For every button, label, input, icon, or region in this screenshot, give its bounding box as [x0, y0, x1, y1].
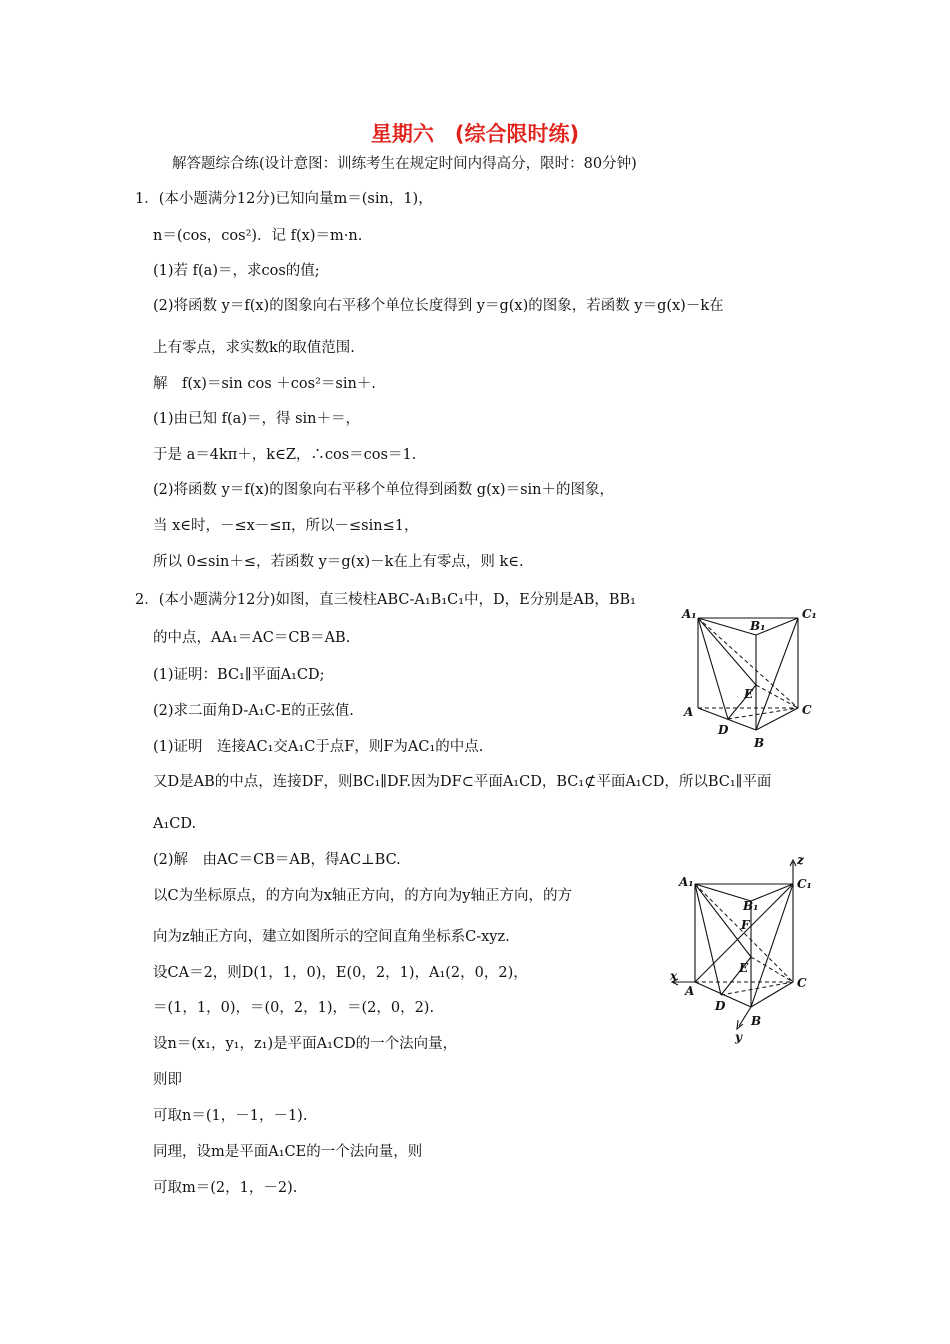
page-title: 星期六 (综合限时练)	[370, 122, 580, 146]
label-a1: A₁	[682, 607, 697, 621]
label-b1: B₁	[743, 899, 759, 913]
label-c1: C₁	[802, 607, 817, 621]
label-a: A	[685, 984, 695, 998]
prism-figure-2	[665, 852, 835, 1047]
p2-line-2: 的中点，AA₁＝AC＝CB＝AB.	[153, 630, 351, 646]
p2-line-6: 又D是AB的中点，连接DF，则BC₁∥DF.因为DF⊂平面A₁CD，BC₁⊄平面A₁CD，所以BC₁∥平面	[153, 774, 772, 790]
p2-line-17: 可取m＝(2，1，－2).	[153, 1180, 298, 1196]
p1-line-1: 1．(本小题满分12分)已知向量m＝(sin，1)，	[135, 191, 433, 207]
p1-line-3: (1)若 f(a)＝，求cos的值;	[153, 263, 320, 279]
p1-line-6: 解 f(x)＝sin cos ＋cos²＝sin＋.	[153, 376, 376, 392]
label-b: B	[751, 1014, 762, 1028]
p1-line-9: (2)将函数 y＝f(x)的图象向右平移个单位得到函数 g(x)＝sin＋的图象，	[153, 482, 614, 498]
p1-line-10: 当 x∈时，－≤x－≤π，所以－≤sin≤1，	[153, 518, 419, 534]
label-d: D	[715, 999, 726, 1013]
p2-line-14: 则即	[153, 1072, 182, 1088]
label-e: E	[739, 961, 749, 975]
p2-line-1: 2．(本小题满分12分)如图，直三棱柱ABC-A₁B₁C₁中，D，E分别是AB，BB₁	[135, 592, 636, 608]
p2-line-5: (1)证明 连接AC₁交A₁C于点F，则F为AC₁的中点.	[153, 739, 484, 755]
p2-line-16: 同理，设m是平面A₁CE的一个法向量，则	[153, 1144, 423, 1160]
label-c: C	[802, 703, 812, 717]
p1-line-8: 于是 a＝4kπ＋，k∈Z，∴cos＝cos＝1.	[153, 447, 417, 463]
p2-line-12: ＝(1，1，0)，＝(0，2，1)，＝(2，0，2).	[153, 1000, 435, 1016]
label-b: B	[754, 736, 765, 750]
p1-line-11: 所以 0≤sin＋≤，若函数 y＝g(x)－k在上有零点，则 k∈.	[153, 554, 524, 570]
prism-figure-1	[670, 590, 830, 760]
label-d: D	[718, 723, 729, 737]
p1-line-5: 上有零点，求实数k的取值范围.	[153, 340, 355, 356]
p1-line-2: n＝(cos，cos²)．记 f(x)＝m·n.	[153, 228, 363, 244]
label-a: A	[684, 705, 694, 719]
label-c1: C₁	[797, 877, 812, 891]
label-x: x	[670, 969, 678, 983]
p2-line-7: A₁CD.	[153, 816, 197, 832]
label-c: C	[797, 976, 807, 990]
label-z: z	[797, 853, 804, 867]
p2-line-10: 向为z轴正方向，建立如图所示的空间直角坐标系C-xyz.	[153, 929, 510, 945]
label-e: E	[744, 687, 754, 701]
p2-line-15: 可取n＝(1，－1，－1).	[153, 1108, 308, 1124]
p2-line-4: (2)求二面角D-A₁C-E的正弦值.	[153, 703, 354, 719]
p2-line-13: 设n＝(x₁，y₁，z₁)是平面A₁CD的一个法向量，	[153, 1036, 458, 1052]
label-a1: A₁	[679, 875, 694, 889]
label-y: y	[735, 1030, 742, 1044]
p2-line-3: (1)证明：BC₁∥平面A₁CD;	[153, 667, 325, 683]
p2-line-11: 设CA＝2，则D(1，1，0)，E(0，2，1)，A₁(2，0，2)，	[153, 965, 528, 981]
p2-line-8: (2)解 由AC＝CB＝AB，得AC⊥BC.	[153, 852, 401, 868]
label-f: F	[741, 918, 750, 932]
label-b1: B₁	[750, 619, 766, 633]
page-subtitle: 解答题综合练(设计意图：训练考生在规定时间内得高分，限时：80分钟)	[172, 156, 637, 172]
p1-line-7: (1)由已知 f(a)＝，得 sin＋＝，	[153, 411, 360, 427]
p2-line-9: 以C为坐标原点，的方向为x轴正方向，的方向为y轴正方向，的方	[153, 888, 572, 904]
p1-line-4: (2)将函数 y＝f(x)的图象向右平移个单位长度得到 y＝g(x)的图象，若函数 y＝g(x)－k在	[153, 298, 724, 314]
